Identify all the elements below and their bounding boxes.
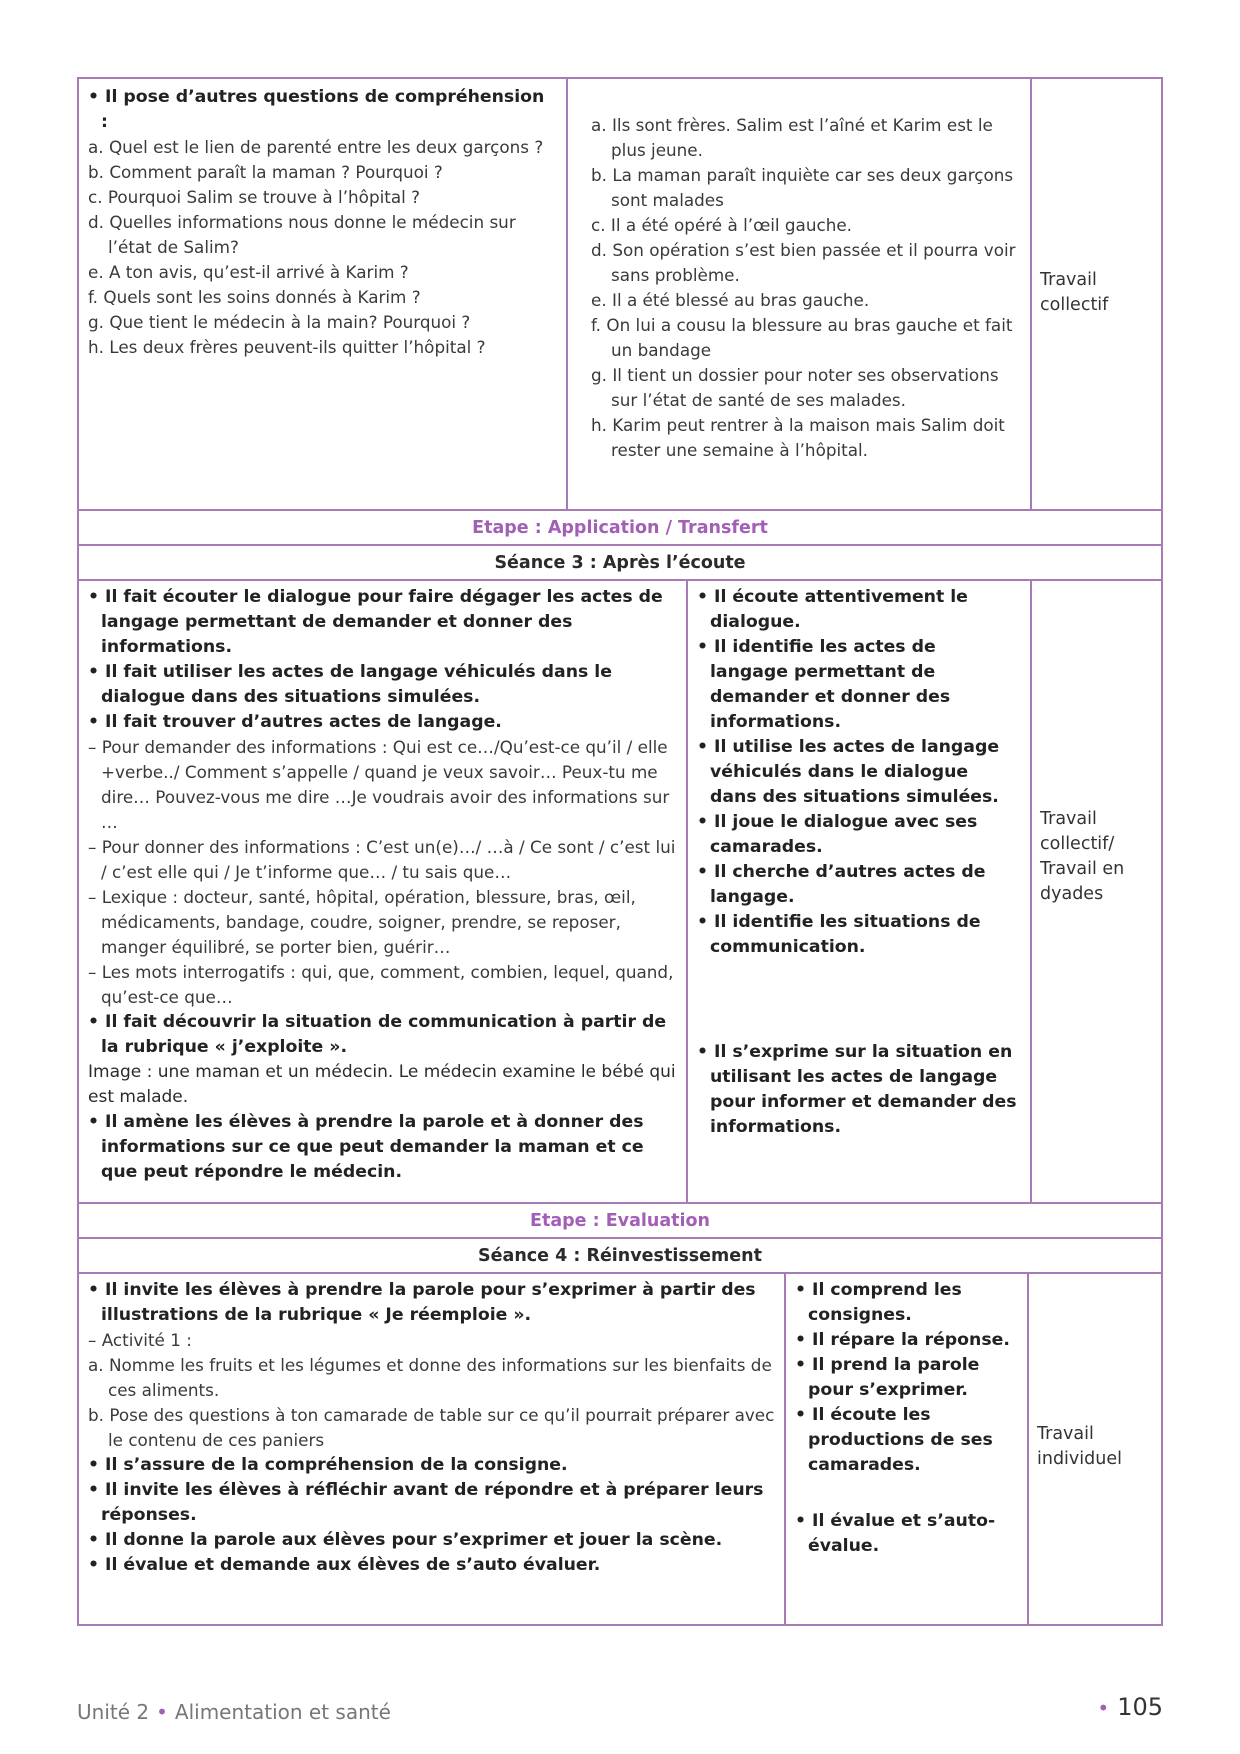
page-number-value: 105 [1117,1693,1163,1721]
activity-item: a. Nomme les fruits et les légumes et donne des informations sur les bienfaits de ces aliments. [88,1355,772,1400]
question-item: g. Que tient le médecin à la main? Pourquoi ? [88,312,471,332]
student-activity: • Il s’exprime sur la situation en utilisant les actes de langage pour informer et demander des informations. [697,1042,1017,1137]
student-activity: • Il écoute les productions de ses camarades. [795,1405,993,1475]
answer-item: c. Il a été opéré à l’œil gauche. [591,215,852,235]
teacher-instruction: • Il amène les élèves à prendre la parole et à donner des informations sur ce que peut demander la maman et ce que peut répondre le médecin. [88,1112,644,1182]
student-activity: • Il évalue et s’auto-évalue. [795,1511,996,1556]
teacher-instruction: • Il évalue et demande aux élèves de s’auto évaluer. [88,1555,601,1575]
student-activity: • Il prend la parole pour s’exprimer. [795,1355,980,1400]
answer-item: a. Ils sont frères. Salim est l’aîné et Karim est le plus jeune. [591,115,993,160]
page-number [1097,1693,1163,1721]
work-mode: Travail collectif/ Travail en dyades [1040,809,1125,904]
section-apres-ecoute [77,581,1163,1204]
answer-item: d. Son opération s’est bien passée et il pourra voir sans problème. [591,240,1016,285]
mode-column [1029,1274,1161,1624]
teacher-instruction: • Il fait découvrir la situation de communication à partir de la rubrique « j’exploite ». [88,1012,667,1057]
unit-label: Unité 2 [77,1700,150,1724]
bullet-separator: • [156,1700,168,1724]
student-activity: • Il répare la réponse. [795,1330,1010,1350]
teacher-instruction: • Il fait écouter le dialogue pour faire dégager les actes de langage permettant de demander et donner des informations. [88,587,663,657]
lesson-table [77,77,1163,1626]
question-item: h. Les deux frères peuvent-ils quitter l’hôpital ? [88,337,486,357]
teacher-instruction: • Il donne la parole aux élèves pour s’exprimer et jouer la scène. [88,1530,723,1550]
student-activity: • Il utilise les actes de langage véhiculés dans le dialogue dans des situations simulées. [697,737,1000,807]
work-mode: Travail collectif [1040,270,1109,315]
question-item: d. Quelles informations nous donne le médecin sur l’état de Salim? [88,212,516,257]
answer-item: e. Il a été blessé au bras gauche. [591,290,870,310]
student-activity: • Il identifie les actes de langage permettant de demander et donner des informations. [697,637,951,732]
teacher-column [79,79,566,509]
seance-heading: Séance 3 : Après l’écoute [77,546,1163,581]
work-mode: Travail individuel [1037,1424,1122,1469]
footer-unit [77,1700,391,1724]
teacher-column [79,581,686,1202]
student-activity: • Il comprend les consignes. [795,1280,962,1325]
stage-heading: Etape : Evaluation [77,1204,1163,1239]
student-column [568,79,1028,509]
interrogative-words-item: – Les mots interrogatifs : qui, que, comment, combien, lequel, quand, qu’est-ce que… [88,962,674,1007]
answer-item: h. Karim peut rentrer à la maison mais Salim doit rester une semaine à l’hôpital. [591,415,1005,460]
question-item: e. A ton avis, qu’est-il arrivé à Karim ? [88,262,409,282]
student-activity: • Il cherche d’autres actes de langage. [697,862,986,907]
student-activity: • Il identifie les situations de communication. [697,912,981,957]
seance-heading: Séance 4 : Réinvestissement [77,1239,1163,1274]
student-activity: • Il joue le dialogue avec ses camarades. [697,812,978,857]
teacher-instruction: • Il pose d’autres questions de compréhension : [88,87,545,132]
language-acts-item: – Pour demander des informations : Qui est ce…/Qu’est-ce qu’il / elle +verbe../ Comment s’appelle / quand je veux savoir… Peux-tu me dire… Pouvez-vous me dire …Je voudrais avoir des informations sur … [88,737,670,832]
teacher-column [79,1274,784,1624]
answer-item: g. Il tient un dossier pour noter ses observations sur l’état de santé de ses malades. [591,365,999,410]
student-column [688,581,1028,1202]
mode-column [1032,79,1161,509]
section-reinvestissement [77,1274,1163,1626]
activity-item: b. Pose des questions à ton camarade de table sur ce qu’il pourrait préparer avec le contenu de ces paniers [88,1405,775,1450]
question-item: c. Pourquoi Salim se trouve à l’hôpital ? [88,187,421,207]
image-description: Image : une maman et un médecin. Le médecin examine le bébé qui est malade. [88,1062,676,1107]
lexicon-item: – Lexique : docteur, santé, hôpital, opération, blessure, bras, œil, médicaments, bandage, coudre, soigner, prendre, se reposer, manger équilibré, se porter bien, guérir… [88,887,636,957]
answer-item: f. On lui a cousu la blessure au bras gauche et fait un bandage [591,315,1013,360]
section-comprehension [77,77,1163,511]
student-activity: • Il écoute attentivement le dialogue. [697,587,968,632]
stage-heading: Etape : Application / Transfert [77,511,1163,546]
question-item: b. Comment paraît la maman ? Pourquoi ? [88,162,443,182]
answer-item: b. La maman paraît inquiète car ses deux garçons sont malades [591,165,1014,210]
language-acts-item: – Pour donner des informations : C’est un(e)…/ …à / Ce sont / c’est lui / c’est elle qui / Je t’informe que… / tu sais que… [88,837,676,882]
activity-label: – Activité 1 : [88,1330,192,1350]
mode-column [1032,581,1161,1202]
student-column [786,1274,1026,1624]
teacher-instruction: • Il s’assure de la compréhension de la consigne. [88,1455,568,1475]
unit-title: Alimentation et santé [174,1700,391,1724]
bullet-separator: • [1097,1696,1110,1720]
teacher-instruction: • Il fait utiliser les actes de langage véhiculés dans le dialogue dans des situations simulées. [88,662,612,707]
teacher-instruction: • Il invite les élèves à réfléchir avant de répondre et à préparer leurs réponses. [88,1480,764,1525]
question-item: f. Quels sont les soins donnés à Karim ? [88,287,421,307]
question-item: a. Quel est le lien de parenté entre les deux garçons ? [88,137,544,157]
teacher-instruction: • Il fait trouver d’autres actes de langage. [88,712,502,732]
teacher-instruction: • Il invite les élèves à prendre la parole pour s’exprimer à partir des illustrations de la rubrique « Je réemploie ». [88,1280,756,1325]
